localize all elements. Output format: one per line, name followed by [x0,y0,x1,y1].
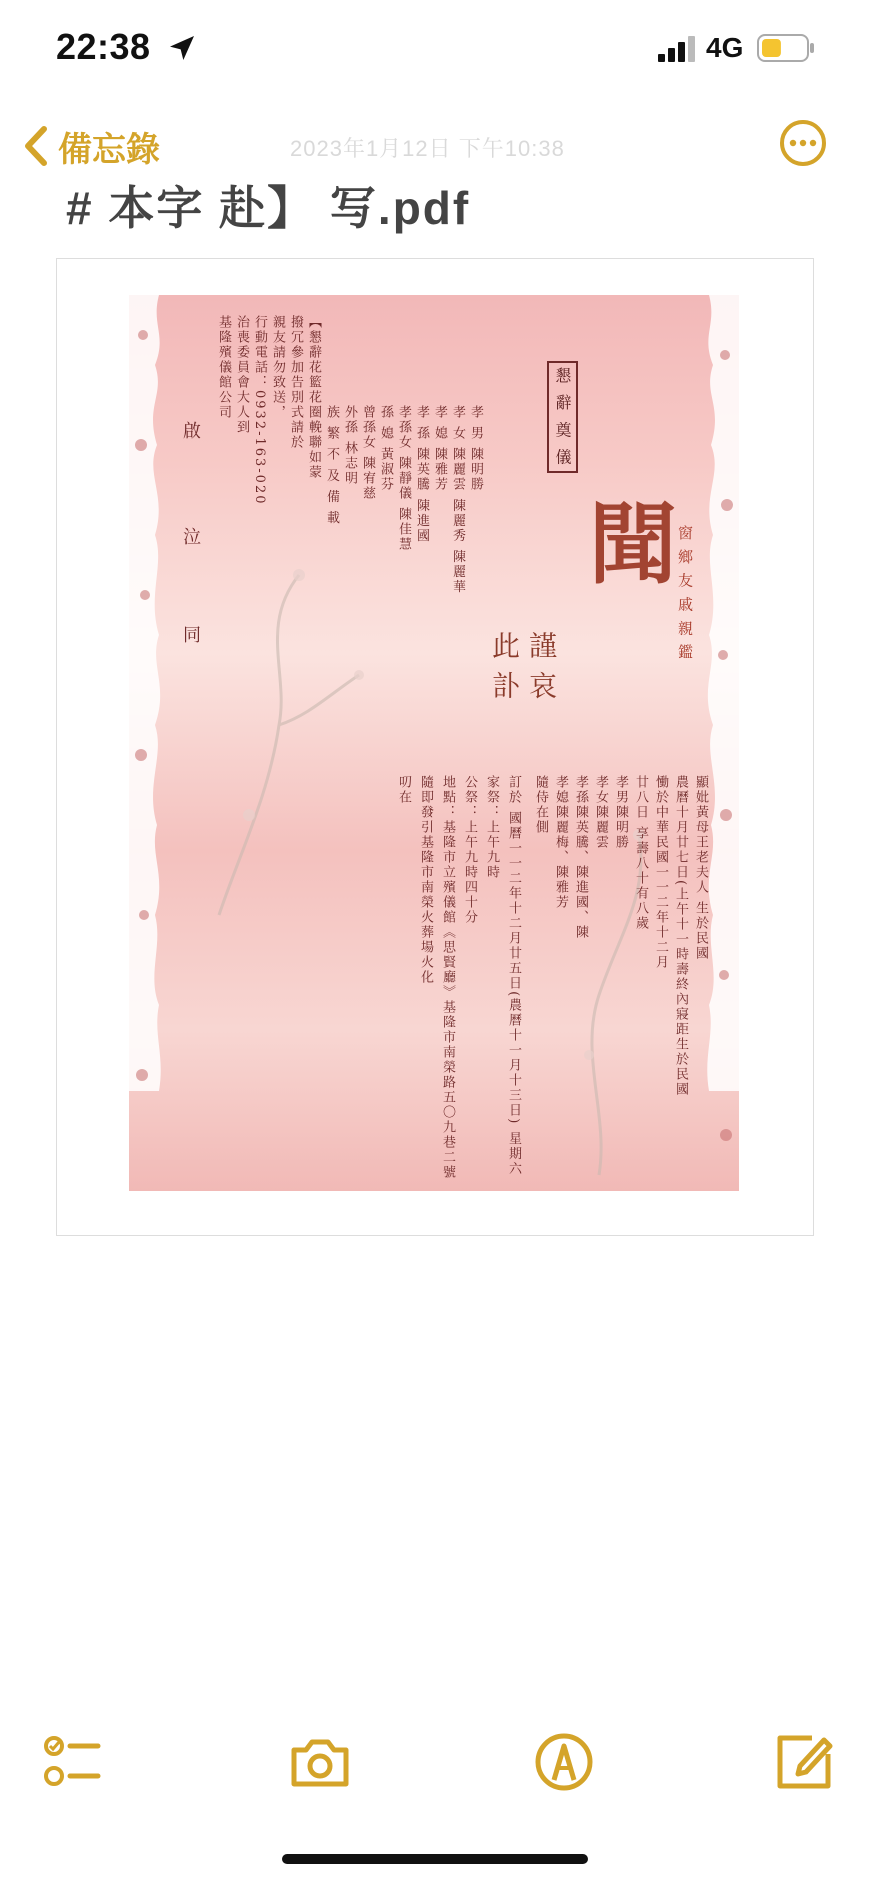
doc-family-8: 外孫 林志明 [342,405,357,487]
doc-col-r9: 隨侍在側 [533,775,548,835]
doc-notice-6: 基隆殯儀館公司 [216,315,231,420]
doc-announce-4: 訃 [488,671,521,705]
network-type: 4G [706,32,744,63]
chevron-left-icon [22,125,48,167]
doc-sign-1: 啟 [180,421,201,441]
status-time: 22:38 [56,26,151,67]
location-arrow-icon [166,32,198,64]
doc-col-m4: 地點：基隆市立殯儀館《思賢廳》基隆市南榮路五〇九巷二號 [440,775,455,1180]
doc-family-4: 孝 孫 陳英騰 陳進國 [414,405,429,544]
obituary-card [129,295,739,1191]
checklist-icon[interactable] [40,1730,104,1794]
more-options-icon[interactable] [778,118,828,168]
doc-announce-1: 謹 [525,631,558,665]
doc-col-r1: 顯妣黃母王老夫人 生於民國 [693,775,708,962]
doc-family-2: 孝 女 陳麗雲 陳麗秀 陳麗華 [450,405,465,595]
doc-family-6: 孫 媳 黃淑芬 [378,405,393,493]
doc-announce-3: 此 [488,631,521,665]
doc-col-r8: 孝媳陳麗梅、陳雅芳 [553,775,568,910]
doc-notice-4: 行動電話：0932-163-020 [252,315,267,506]
doc-notice-1: 【懇辭花籃花圈輓聯如蒙 [306,315,321,480]
doc-thanks-box: 懇 辭 奠 儀 [547,361,578,473]
doc-family-1: 孝 男 陳明勝 [468,405,483,493]
doc-col-r6: 孝女陳麗雲 [593,775,608,850]
back-label: 備忘錄 [58,130,160,169]
doc-col-r4: 廿八日 享壽八十有八歲 [633,775,648,932]
doc-family-5: 孝孫女 陳靜儀 陳佳慧 [396,405,411,553]
doc-announce-2: 哀 [525,671,558,705]
markup-pen-icon[interactable] [532,1730,596,1794]
doc-col-r2: 農曆十月廿七日(上午十一時壽終內寢距生於民國 [673,775,688,1098]
doc-col-r7: 孝孫陳英騰、陳進國、陳 [573,775,588,940]
doc-col-m3: 公祭：上午九時四十分 [462,775,477,925]
camera-icon[interactable] [288,1730,352,1794]
doc-col-r5: 孝男陳明勝 [613,775,628,850]
doc-family-3: 孝 媳 陳雅芳 [432,405,447,493]
signal-strength-icon [658,36,696,62]
doc-sign-2: 泣 [180,527,201,547]
note-title[interactable]: # 本字 赴】 写.pdf [66,182,471,234]
doc-notice-3: 親友請勿致送， [270,315,285,420]
compose-icon[interactable] [772,1730,836,1794]
doc-big-character: 聞 [589,492,678,596]
nav-faded-date: 2023年1月12日 下午10:38 [290,136,565,161]
status-bar [0,0,870,100]
doc-col-m1: 訂於 國曆一一二年十二月廿五日(農曆十一月十三日) 星期六 [506,775,521,1177]
doc-sign-3: 同 [180,625,201,645]
doc-col-r3: 慟於中華民國一一二年十二月 [653,775,668,970]
pdf-attachment[interactable] [56,258,814,1236]
doc-col-m5: 隨即發引基隆市南榮火葬場火化 [418,775,433,985]
battery-icon [757,34,815,62]
doc-col-m6: 叨在 [396,775,411,805]
doc-family-7: 曾孫女 陳宥慈 [360,405,375,502]
home-indicator[interactable] [282,1854,588,1864]
back-button[interactable] [22,114,160,178]
doc-notice-2: 撥冗參加告別式請於 [288,315,303,450]
bottom-toolbar [0,1730,870,1810]
doc-notice-5: 治喪委員會大人到 [234,315,249,435]
doc-top-right-heading: 窗 鄉 友 戚 親 鑑 [676,525,694,661]
doc-col-m2: 家祭：上午九時 [484,775,499,880]
doc-family-9: 族 繁 不 及 備 載 [324,405,339,526]
